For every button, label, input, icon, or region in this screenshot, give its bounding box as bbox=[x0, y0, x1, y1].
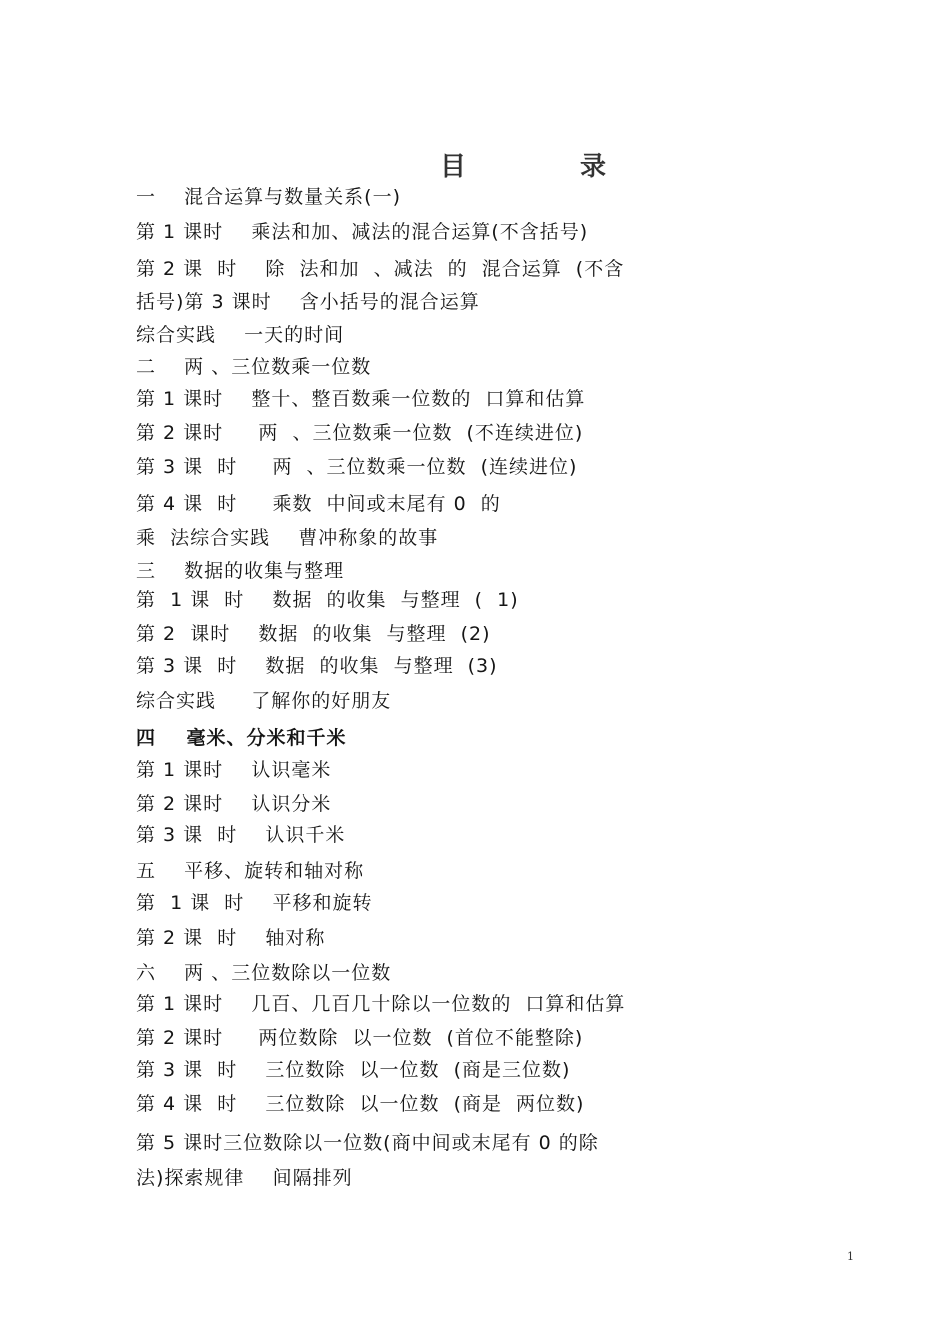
unit-3-practice: 综合实践 了解你的好朋友 bbox=[136, 690, 392, 712]
unit-5-lesson-2: 第 2 课 时 轴对称 bbox=[136, 927, 326, 949]
unit-4-heading-text: 四 毫米、分米和千米 bbox=[136, 727, 347, 749]
unit-1-lesson-2-cont: 括号)第 3 课时 含小括号的混合运算 bbox=[136, 291, 480, 313]
unit-6-lesson-5-cont: 法)探索规律 间隔排列 bbox=[136, 1167, 353, 1189]
unit-6-lesson-4: 第 4 课 时 三位数除 以一位数 (商是 两位数) bbox=[136, 1093, 585, 1115]
unit-1-lesson-2: 第 2 课 时 除 法和加 、减法 的 混合运算 (不含 bbox=[136, 258, 625, 280]
unit-1-heading: 一 混合运算与数量关系(一) bbox=[136, 186, 401, 208]
unit-4-lesson-2: 第 2 课时 认识分米 bbox=[136, 793, 332, 815]
unit-1-lesson-1: 第 1 课时 乘法和加、减法的混合运算(不含括号) bbox=[136, 221, 589, 243]
unit-2-lesson-1: 第 1 课时 整十、整百数乘一位数的 口算和估算 bbox=[136, 388, 586, 410]
unit-2-lesson-3: 第 3 课 时 两 、三位数乘一位数 (连续进位) bbox=[136, 456, 578, 478]
unit-6-lesson-2: 第 2 课时 两位数除 以一位数 (首位不能整除) bbox=[136, 1027, 584, 1049]
toc-title-char-1: 目 bbox=[440, 152, 467, 182]
page-number: 1 bbox=[847, 1250, 854, 1263]
unit-2-lesson-2: 第 2 课时 两 、三位数乘一位数 (不连续进位) bbox=[136, 422, 584, 444]
unit-6-heading: 六 两 、三位数除以一位数 bbox=[136, 962, 392, 984]
unit-4-lesson-1: 第 1 课时 认识毫米 bbox=[136, 759, 332, 781]
unit-1-practice: 综合实践 一天的时间 bbox=[136, 324, 345, 346]
unit-2-heading: 二 两 、三位数乘一位数 bbox=[136, 356, 372, 378]
toc-title-char-2: 录 bbox=[580, 152, 607, 182]
unit-3-lesson-2: 第 2 课时 数据 的收集 与整理 (2) bbox=[136, 623, 491, 645]
unit-6-lesson-3: 第 3 课 时 三位数除 以一位数 (商是三位数) bbox=[136, 1059, 571, 1081]
unit-4-lesson-3: 第 3 课 时 认识千米 bbox=[136, 824, 346, 846]
unit-6-lesson-5: 第 5 课时三位数除以一位数(商中间或末尾有 0 的除 bbox=[136, 1132, 599, 1154]
unit-6-lesson-1: 第 1 课时 几百、几百几十除以一位数的 口算和估算 bbox=[136, 993, 626, 1015]
unit-3-lesson-3: 第 3 课 时 数据 的收集 与整理 (3) bbox=[136, 655, 498, 677]
unit-3-lesson-1: 第 1 课 时 数据 的收集 与整理 ( 1) bbox=[136, 589, 519, 611]
unit-5-lesson-1: 第 1 课 时 平移和旋转 bbox=[136, 892, 373, 914]
unit-2-lesson-4: 第 4 课 时 乘数 中间或末尾有 0 的 bbox=[136, 493, 501, 515]
unit-2-practice: 乘 法综合实践 曹冲称象的故事 bbox=[136, 527, 439, 549]
toc-title bbox=[436, 146, 636, 180]
unit-4-heading bbox=[136, 724, 346, 752]
unit-3-heading: 三 数据的收集与整理 bbox=[136, 560, 345, 582]
unit-5-heading: 五 平移、旋转和轴对称 bbox=[136, 860, 365, 882]
